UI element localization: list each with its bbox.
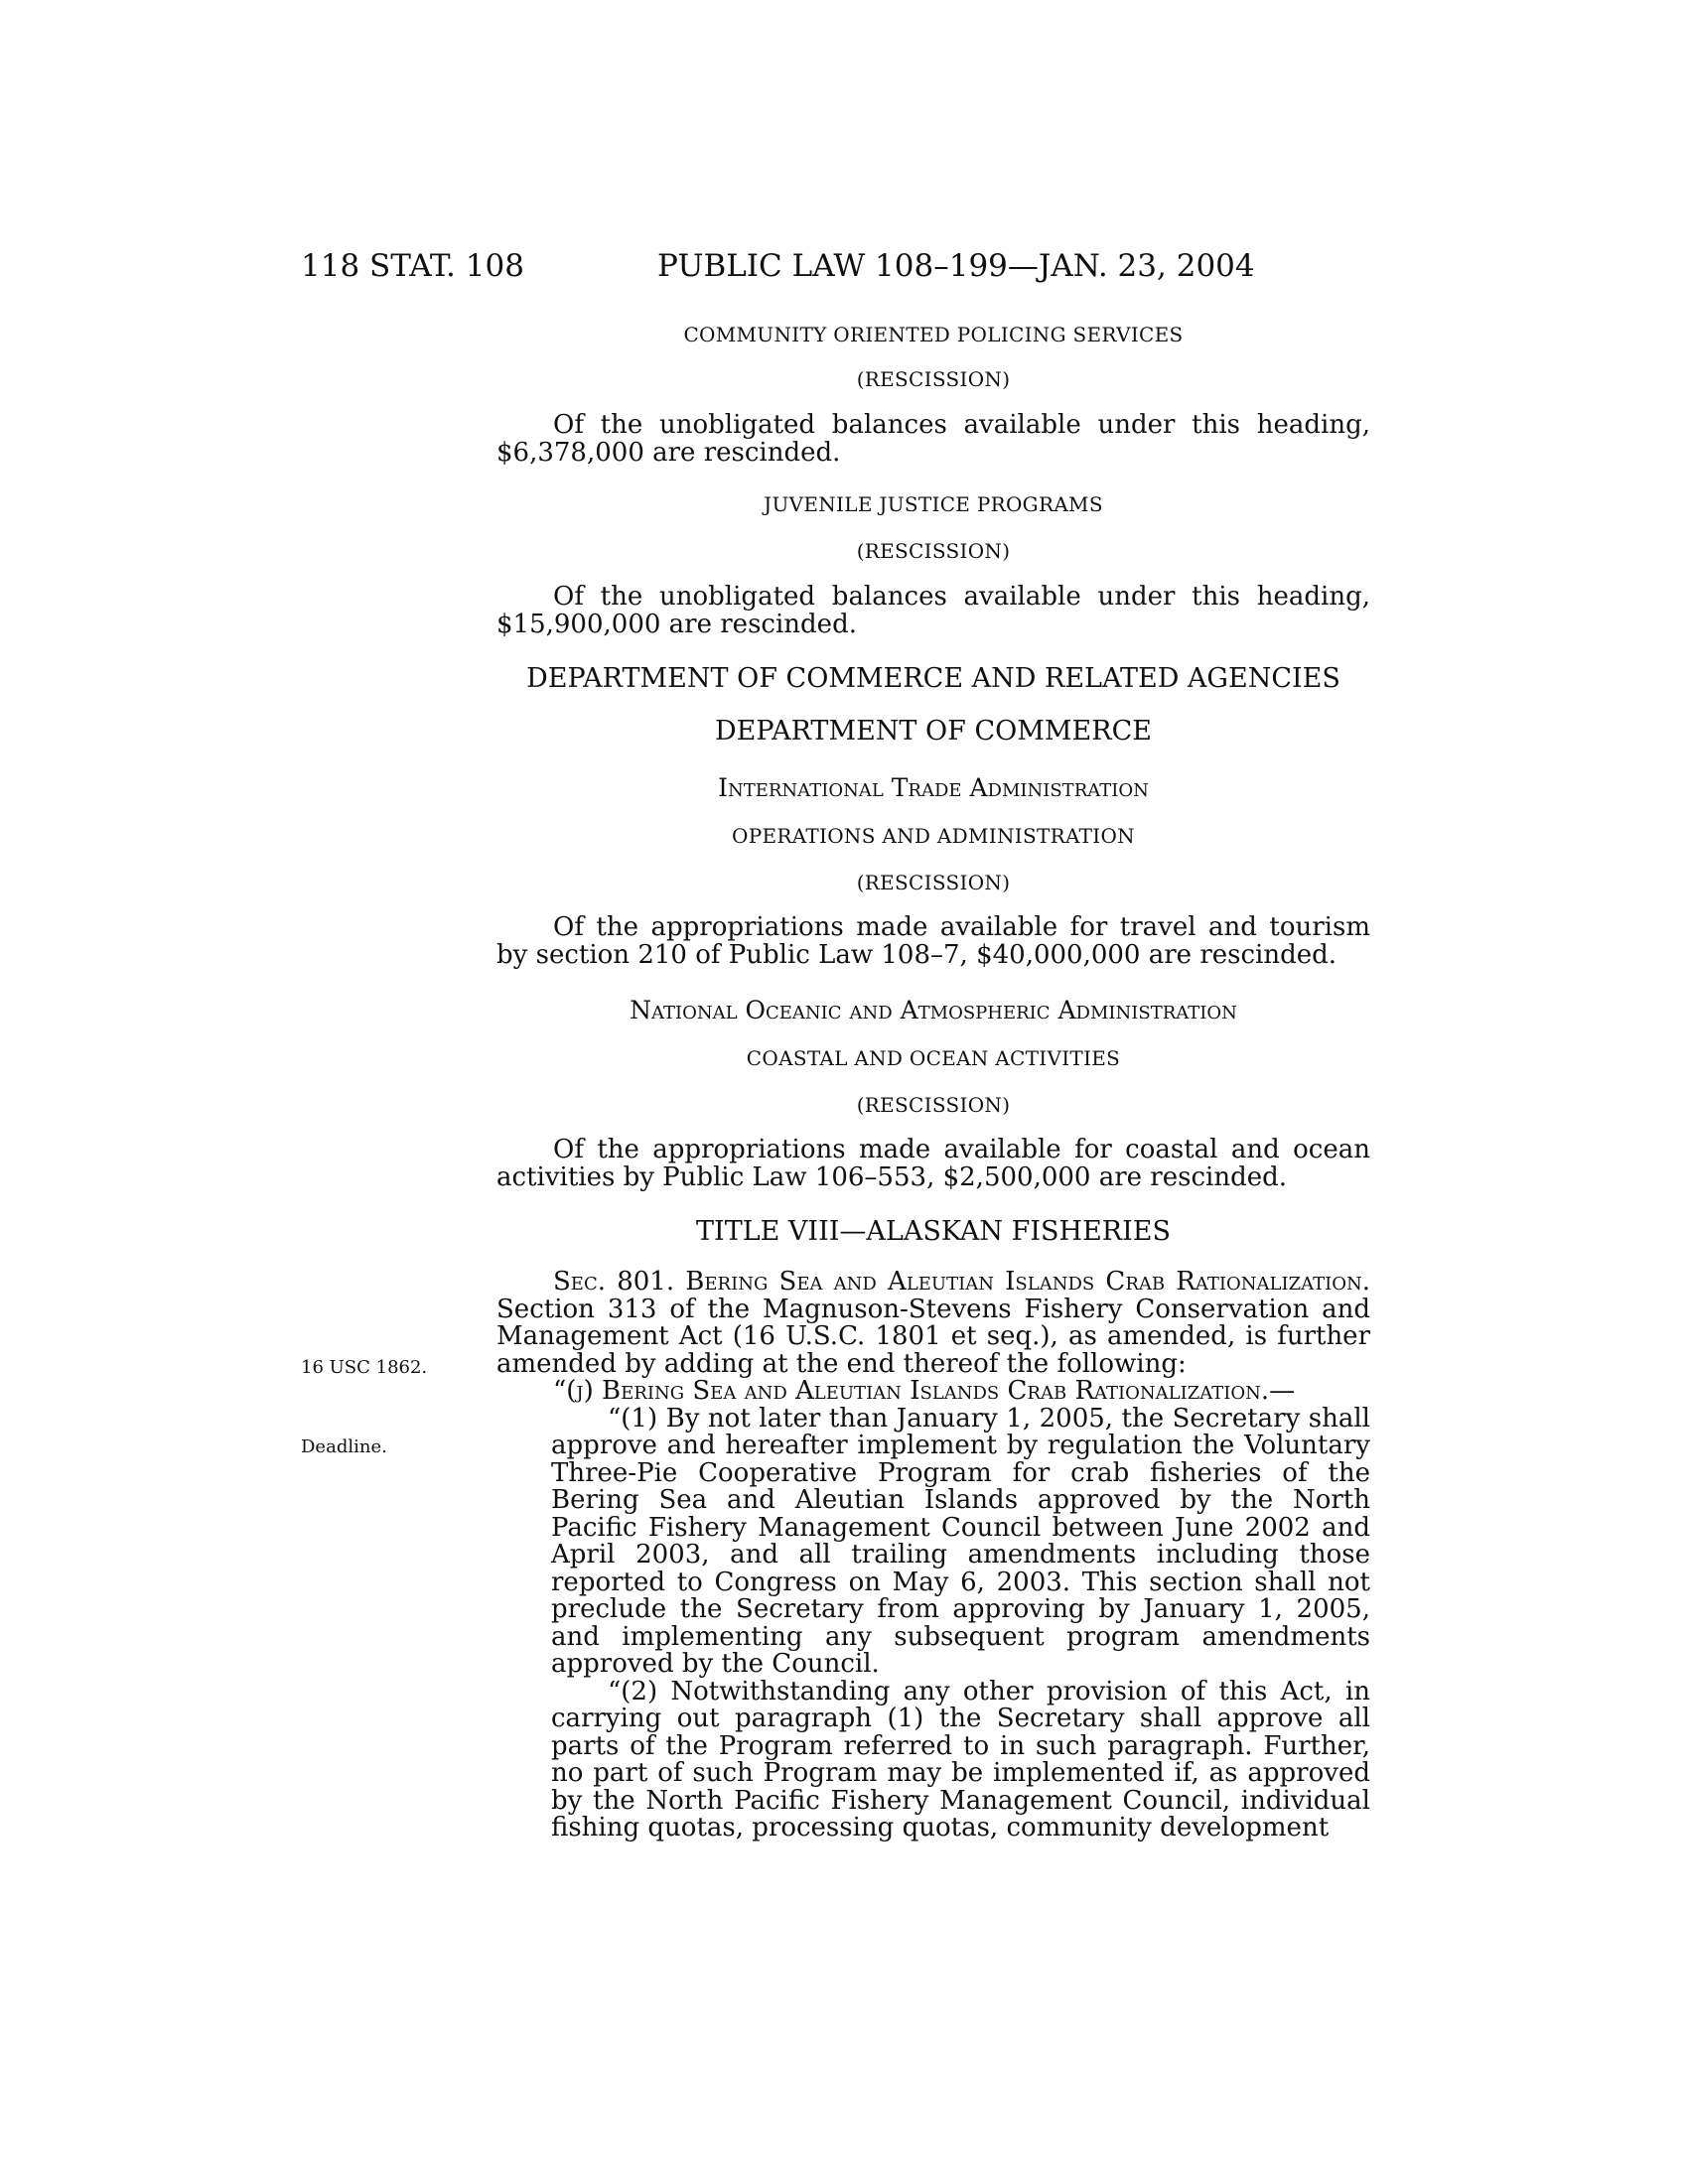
noaa-heading: National Oceanic and Atmospheric Administration <box>630 996 1237 1024</box>
dept-related-heading: DEPARTMENT OF COMMERCE AND RELATED AGENCIES <box>526 663 1340 694</box>
cops-heading: COMMUNITY ORIENTED POLICING SERVICES <box>683 323 1184 346</box>
sec801-lead: Sec. 801. Bering Sea and Aleutian Islands Crab Rationalization. <box>553 1267 1370 1297</box>
running-header: PUBLIC LAW 108–199—JAN. 23, 2004 <box>657 248 1255 284</box>
sec801-text: Section 313 of the Magnuson-Stevens Fishery Conservation and Management Act (16 U.S.C. 1801 et seq.), as amended, is further amended by adding at the end thereof the following: <box>496 1294 1370 1379</box>
margin-note-usc: 16 USC 1862. <box>301 1357 428 1378</box>
rescission-label: (RESCISSION) <box>856 367 1011 391</box>
cops-paragraph: Of the unobligated balances available under this heading, $6,378,000 are rescinded. <box>496 410 1370 468</box>
paragraph-1: “(1) By not later than January 1, 2005, the Secretary shall approve and hereafter implement by regulation the Voluntary Three-Pie Cooperative Program for crab fisheries of the Bering Sea and Aleutian Islands approved by the North Pacific Fishery Management Council between June 2002 and April 2003, and all trailing amendments including those reported to Congress on May 6, 2003. This section shall not preclude the Secretary from approving by January 1, 2005, and implementing any subsequent program amendments approved by the Council. <box>551 1403 1370 1679</box>
title-viii-heading: TITLE VIII—ALASKAN FISHERIES <box>696 1216 1171 1247</box>
rescission-label: (RESCISSION) <box>856 539 1011 563</box>
ita-heading: International Trade Administration <box>718 773 1149 802</box>
coastal-heading: COASTAL AND OCEAN ACTIVITIES <box>746 1046 1121 1070</box>
margin-note-deadline: Deadline. <box>301 1436 387 1457</box>
subsection-j-heading: “(j) Bering Sea and Aleutian Islands Crab Rationalization.— <box>553 1376 1296 1406</box>
coastal-paragraph: Of the appropriations made available for coastal and ocean activities by Public Law 106–553, $2,500,000 are rescinded. <box>496 1135 1370 1192</box>
rescission-label: (RESCISSION) <box>856 871 1011 894</box>
dept-commerce-heading: DEPARTMENT OF COMMERCE <box>715 716 1152 747</box>
juvenile-paragraph: Of the unobligated balances available under this heading, $15,900,000 are rescinded. <box>496 582 1370 639</box>
sec801-block <box>496 1269 1370 1843</box>
juvenile-heading: JUVENILE JUSTICE PROGRAMS <box>764 492 1103 516</box>
paragraph-2: “(2) Notwithstanding any other provision of this Act, in carrying out paragraph (1) the Secretary shall approve all parts of the Program referred to in such paragraph. Further, no part of such Program may be implemented if, as approved by the North Pacific Fishery Management Council, individual fishing quotas, processing quotas, community development <box>551 1676 1370 1843</box>
ita-paragraph: Of the appropriations made available for travel and tourism by section 210 of Public Law 108–7, $40,000,000 are rescinded. <box>496 912 1370 970</box>
rescission-label: (RESCISSION) <box>856 1093 1011 1117</box>
ops-admin-heading: OPERATIONS AND ADMINISTRATION <box>732 824 1135 848</box>
section-block-cops <box>496 323 1370 346</box>
stat-page-number: 118 STAT. 108 <box>301 248 524 284</box>
